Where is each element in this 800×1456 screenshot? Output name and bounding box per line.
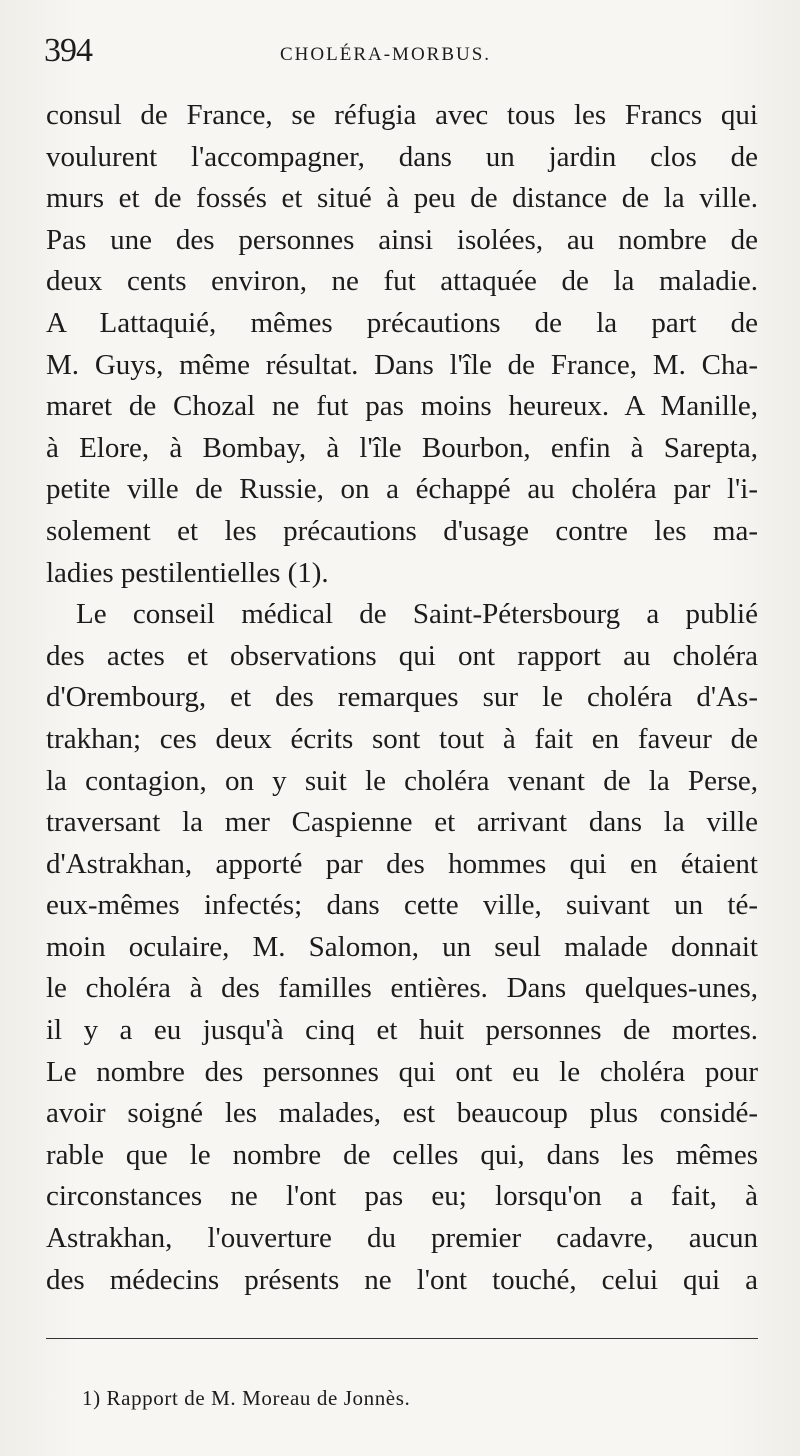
page-header xyxy=(44,32,756,72)
text-line: eux-mêmes infectés; dans cette ville, suivant un té- xyxy=(46,889,758,922)
text-line-paragraph-start: Le conseil médical de Saint-Pétersbourg a publié xyxy=(76,598,758,631)
text-line: A Lattaquié, mêmes précautions de la part de xyxy=(46,306,758,339)
text-line: murs et de fossés et situé à peu de distance de la ville. xyxy=(46,182,758,215)
text-line: consul de France, se réfugia avec tous les Francs qui xyxy=(46,99,758,131)
body-text xyxy=(46,96,758,1302)
running-title: CHOLÉRA-MORBUS. xyxy=(280,44,492,65)
text-line: maret de Chozal ne fut pas moins heureux. A Manille, xyxy=(46,390,758,423)
text-line: des actes et observations qui ont rapport au choléra xyxy=(46,639,758,672)
text-line: il y a eu jusqu'à cinq et huit personnes de mortes. xyxy=(46,1014,758,1047)
page-number: 394 xyxy=(44,32,92,69)
text-line: des médecins présents ne l'ont touché, celui qui a xyxy=(46,1263,758,1296)
text-line: le choléra à des familles entières. Dans quelques-unes, xyxy=(46,972,758,1005)
text-line: rable que le nombre de celles qui, dans les mêmes xyxy=(46,1138,758,1171)
text-line: d'Astrakhan, apporté par des hommes qui en étaient xyxy=(46,847,758,880)
text-line: trakhan; ces deux écrits sont tout à fait en faveur de xyxy=(46,722,758,755)
text-line: M. Guys, même résultat. Dans l'île de France, M. Cha- xyxy=(46,348,758,381)
text-line: à Elore, à Bombay, à l'île Bourbon, enfin à Sarepta, xyxy=(46,431,758,464)
text-line: moin oculaire, M. Salomon, un seul malade donnait xyxy=(46,930,758,963)
text-line: d'Orembourg, et des remarques sur le choléra d'As- xyxy=(46,681,758,714)
text-line: deux cents environ, ne fut attaquée de la maladie. xyxy=(46,265,758,298)
text-line: Le nombre des personnes qui ont eu le choléra pour xyxy=(46,1055,758,1088)
text-line: Pas une des personnes ainsi isolées, au nombre de xyxy=(46,223,758,256)
text-line: Astrakhan, l'ouverture du premier cadavre, aucun xyxy=(46,1222,758,1255)
text-line-paragraph-end: ladies pestilentielles (1). xyxy=(46,556,329,589)
footnote-divider xyxy=(46,1338,758,1339)
text-line: circonstances ne l'ont pas eu; lorsqu'on a fait, à xyxy=(46,1180,758,1213)
text-line: la contagion, on y suit le choléra venant de la Perse, xyxy=(46,764,758,797)
text-line: traversant la mer Caspienne et arrivant dans la ville xyxy=(46,806,758,839)
text-line: avoir soigné les malades, est beaucoup plus considé- xyxy=(46,1097,758,1130)
text-line: petite ville de Russie, on a échappé au choléra par l'i- xyxy=(46,473,758,506)
footnote: 1) Rapport de M. Moreau de Jonnès. xyxy=(82,1386,411,1410)
text-line: solement et les précautions d'usage contre les ma- xyxy=(46,514,758,547)
text-line: voulurent l'accompagner, dans un jardin clos de xyxy=(46,140,758,173)
